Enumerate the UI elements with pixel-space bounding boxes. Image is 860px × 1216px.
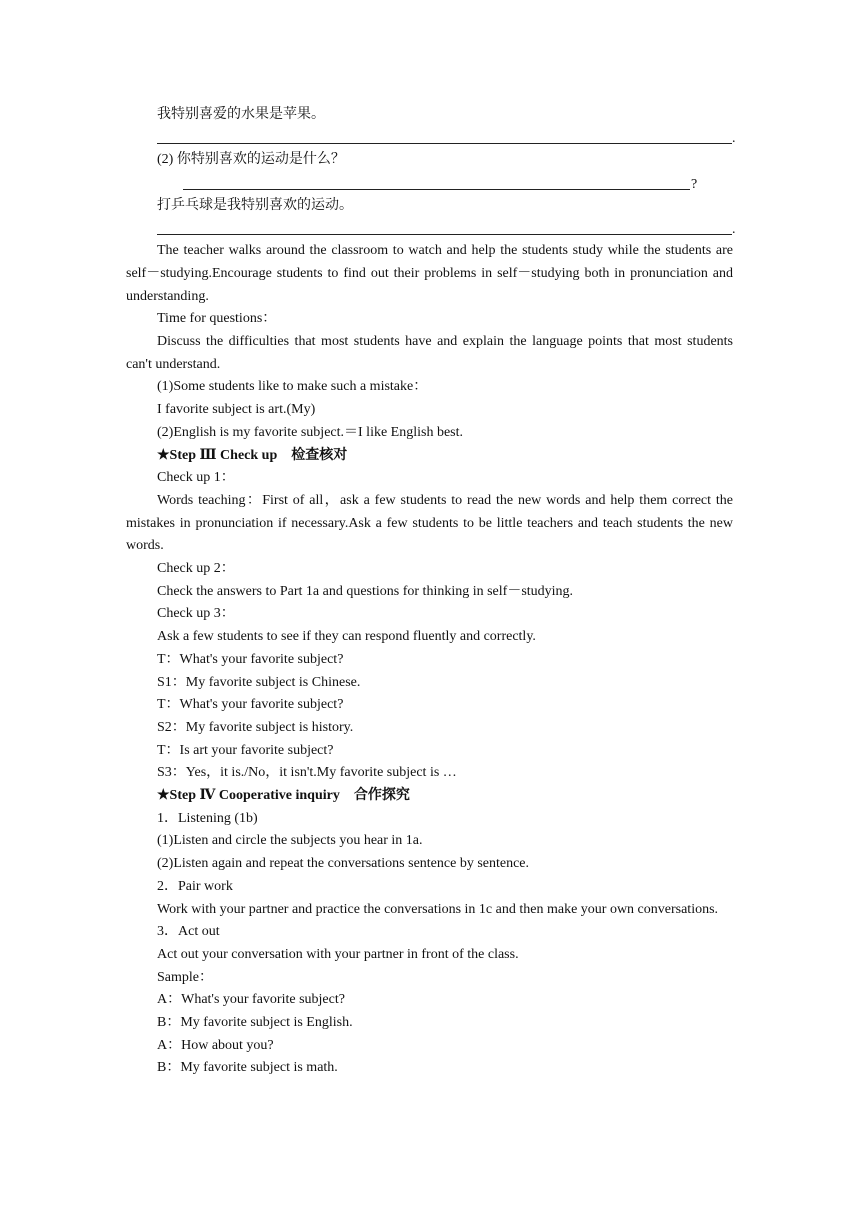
equivalence-example: (2)English is my favorite subject.＝I like English best. xyxy=(157,424,464,440)
listening-label: 1．Listening (1b) xyxy=(157,810,258,826)
paragraph-pair-work: Work with your partner and practice the conversations in 1c and then make your own conversations. xyxy=(157,901,719,917)
blank-end-2: ? xyxy=(691,176,698,192)
blank-rule-3 xyxy=(157,234,732,235)
act-out-line: Act out your conversation with your partner in front of the class. xyxy=(157,946,519,962)
act-out-label: 3．Act out xyxy=(157,924,220,940)
dialogue-line: T：What's your favorite subject? xyxy=(157,651,344,667)
check-answers-line: Check the answers to Part 1a and questions for thinking in self－studying. xyxy=(157,583,574,599)
answer-line-sport: 打乒乓球是我特别喜欢的运动。 xyxy=(157,197,353,213)
section-heading-check-up: ★Step Ⅲ Check up 检查核对 xyxy=(157,447,348,463)
sample-dialogue-line: A：What's your favorite subject? xyxy=(157,992,345,1008)
mistake-example: I favorite subject is art.(My) xyxy=(157,402,316,418)
document-body xyxy=(126,104,736,1080)
dialogue-line: S3：Yes，it is./No，it isn't.My favorite subject is … xyxy=(157,765,457,781)
mistake-note: (1)Some students like to make such a mistake： xyxy=(157,379,428,395)
section-heading-cooperative-inquiry: ★Step Ⅳ Cooperative inquiry 合作探究 xyxy=(157,788,410,804)
check-up-3-label: Check up 3： xyxy=(157,606,235,622)
listening-step-1: (1)Listen and circle the subjects you hear in 1a. xyxy=(157,833,423,849)
paragraph-words-teaching: Words teaching：First of all，ask a few students to read the new words and help them correct the mistakes in pronunciation if necessary.Ask a few students to be little teachers and teach students the new words. xyxy=(126,492,733,554)
sample-dialogue-line: B：My favorite subject is English. xyxy=(157,1015,353,1031)
listening-step-2: (2)Listen again and repeat the conversations sentence by sentence. xyxy=(157,856,530,872)
pair-work-label: 2．Pair work xyxy=(157,878,233,894)
dialogue-line: S1：My favorite subject is Chinese. xyxy=(157,674,361,690)
blank-answer-2 xyxy=(126,172,733,195)
check-up-2-label: Check up 2： xyxy=(157,561,235,577)
question-2: (2) 你特别喜欢的运动是什么？ xyxy=(157,152,345,168)
dialogue-line: T：What's your favorite subject? xyxy=(157,697,344,713)
dialogue-line: T：Is art your favorite subject? xyxy=(157,742,334,758)
dialogue-line: S2：My favorite subject is history. xyxy=(157,719,354,735)
paragraph-self-study: The teacher walks around the classroom to watch and help the students study while the students are self－studying.Encourage students to find out their problems in self－studying both in pronunciation and understanding. xyxy=(126,243,733,304)
check-up-1-label: Check up 1： xyxy=(157,470,235,486)
answer-line-fruit: 我特别喜爱的水果是苹果。 xyxy=(157,107,325,122)
time-for-questions: Time for questions： xyxy=(157,311,277,327)
blank-rule-1 xyxy=(157,143,732,144)
blank-end-3: . xyxy=(732,222,736,238)
blank-answer-1 xyxy=(126,127,736,150)
paragraph-difficulties: Discuss the difficulties that most students have and explain the language points that most students can't understand. xyxy=(126,333,733,372)
blank-answer-3 xyxy=(126,217,736,240)
blank-end-1: . xyxy=(732,131,736,147)
sample-dialogue-line: A：How about you? xyxy=(157,1037,274,1053)
respond-line: Ask a few students to see if they can respond fluently and correctly. xyxy=(157,629,536,645)
blank-rule-2 xyxy=(183,189,690,190)
sample-label: Sample： xyxy=(157,969,213,985)
sample-dialogue-line: B：My favorite subject is math. xyxy=(157,1060,338,1076)
